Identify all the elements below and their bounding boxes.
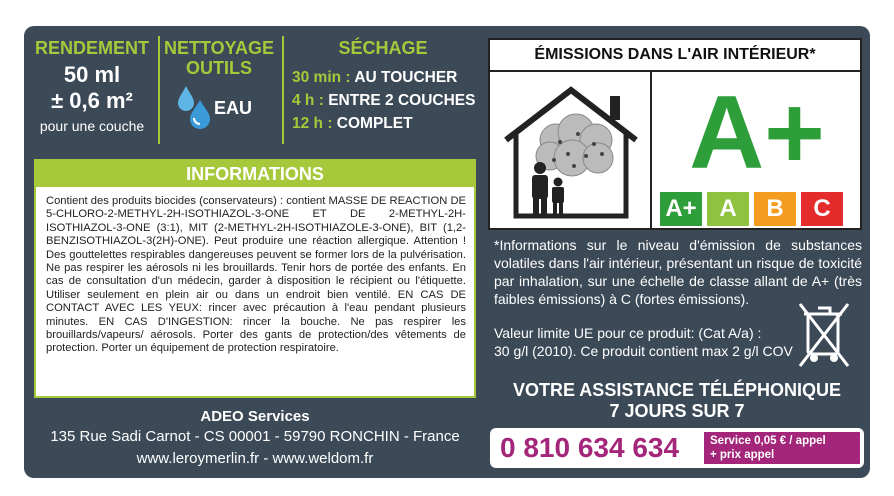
emissions-box [488,38,862,230]
sechage-title: SÉCHAGE [338,38,428,58]
emissions-footnote: *Informations sur le niveau d'émission de substances volatiles dans l'air intérieur, présentant un risque de toxicité par inhalation, sur une échelle de classe allant de A+ (très faibles émissions) à C (fortes émissions). [494,237,862,307]
company-web: www.leroymerlin.fr - www.weldom.fr [136,450,374,467]
company-name: ADEO Services [200,408,310,425]
emissions-divider [650,70,652,228]
sechage-row [292,112,475,135]
company-address: 135 Rue Sadi Carnot - CS 00001 - 59790 RONCHIN - France [50,428,460,445]
nettoyage-value: EAU [214,98,253,118]
service-cost-line: + prix appel [710,449,775,461]
sechage-time: 12 h : [292,115,333,132]
assistance-days: 7 JOURS SUR 7 [609,401,745,421]
sechage-time: 4 h : [292,92,324,109]
sechage-row [292,66,475,89]
class-b: B [754,192,796,226]
divider [158,36,160,144]
informations-title: INFORMATIONS [36,161,474,187]
emissions-grade: A+ [689,75,825,191]
sechage-time: 30 min : [292,69,351,86]
sechage-desc: ENTRE 2 COUCHES [328,92,476,109]
class-a-plus: A+ [660,192,702,226]
sechage-desc: COMPLET [336,115,413,132]
assistance-title: VOTRE ASSISTANCE TÉLÉPHONIQUE [512,380,842,400]
voc-line1: Valeur limite UE pour ce produit: (Cat A/a) : [494,325,762,341]
service-cost-line: Service 0,05 € / appel [710,435,826,447]
emissions-title: ÉMISSIONS DANS L'AIR INTÉRIEUR* [490,40,860,72]
crossed-bin-icon [796,300,852,375]
voc-line2: 30 g/l (2010). Ce produit contient max 2 g/l COV [494,343,793,359]
nettoyage-title: NETTOYAGE [164,38,275,58]
phone-bar [490,428,864,468]
rendement-area: ± 0,6 m² [51,88,133,113]
rendement-note: pour une couche [39,118,145,134]
divider [282,36,284,144]
informations-text: Contient des produits biocides (conservateurs) : contient MASSE DE REACTION DE 5-CHLORO-2-METHYL-2H-ISOTHIAZOL-3-ONE ET DE 2-METHYL-2H-ISOTHIAZOL-3-ONE (3:1), MIT (2-METHYL-2H-ISOTHIAZOLE-3-ONE), BIT (1,2-BENZISOTHIAZOL-3(2H)-ONE). Peut produire une réaction allergique. Attention ! Des gouttelettes respirables dangereuses peuvent se former lors de la pulvérisation. Ne pas respirer les aérosols ni les brouillards. Tenir hors de portée des enfants. En cas de consultation d'un médecin, garder à disposition le récipient ou l'étiquette. Utiliser seulement en plein air ou dans un endroit bien ventilé. EN CAS DE CONTACT AVEC LES YEUX: rincer avec précaution à l'eau pendant plusieurs minutes. EN CAS D'INGESTION: rincer la bouche. Ne pas respirer les brouillards/vapeurs/ aérosols. Porter des gants de protection/des vêtements de protection. Porter un équipement de protection respiratoire. [46,195,466,355]
informations-box [34,159,476,398]
class-c: C [801,192,843,226]
phone-number[interactable]: 0 810 634 634 [500,432,680,463]
sechage-row [292,89,475,112]
water-drops-icon [176,84,210,135]
sechage-desc: AU TOUCHER [354,69,458,86]
sechage-list [292,66,475,135]
house-pollution-icon [498,82,644,227]
rendement-title: RENDEMENT [34,38,149,58]
rendement-volume: 50 ml [63,62,121,87]
class-a: A [707,192,749,226]
service-cost [704,432,860,464]
nettoyage-subtitle: OUTILS [186,58,252,78]
